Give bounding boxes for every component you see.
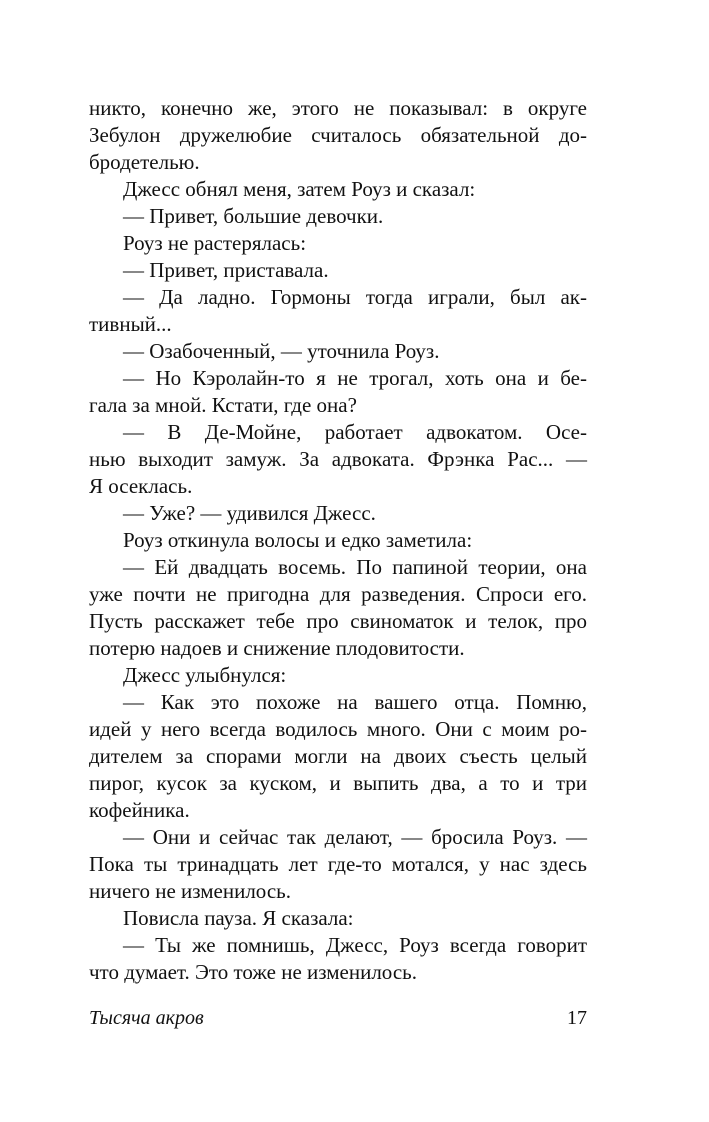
text-line: Я осеклась. — [89, 474, 193, 498]
text-line: нью выходит замуж. За адвоката. Фрэнка Рас... — — [89, 447, 587, 471]
text-line: никто, конечно же, этого не показывал: в округе — [89, 96, 587, 120]
page-number: 17 — [567, 1007, 587, 1029]
text-block — [89, 95, 587, 986]
text-line: Роуз не растерялась: — [123, 231, 307, 255]
text-line: — Да ладно. Гормоны тогда играли, был ак- — [123, 285, 587, 309]
text-line: — Они и сейчас так делают, — бросила Роуз. — — [123, 825, 587, 849]
text-line: ничего не изменилось. — [89, 879, 291, 903]
text-line: Джесс улыбнулся: — [123, 663, 287, 687]
text-line: гала за мной. Кстати, где она? — [89, 393, 357, 417]
text-line: идей у него всегда водилось много. Они с моим ро- — [89, 717, 587, 741]
page-footer — [89, 1007, 587, 1035]
text-line: — Озабоченный, — уточнила Роуз. — [123, 339, 440, 363]
text-line: что думает. Это тоже не изменилось. — [89, 960, 417, 984]
text-line: пирог, кусок за куском, и выпить два, а то и три — [89, 771, 587, 795]
text-line: Роуз откинула волосы и едко заметила: — [123, 528, 473, 552]
text-line: — В Де-Мойне, работает адвокатом. Осе- — [123, 420, 587, 444]
text-line: — Ты же помнишь, Джесс, Роуз всегда говорит — [123, 933, 587, 957]
text-line: — Привет, большие девочки. — [123, 204, 384, 228]
text-line: Джесс обнял меня, затем Роуз и сказал: — [123, 177, 476, 201]
text-line: тивный... — [89, 312, 172, 336]
text-line: дителем за спорами могли на двоих съесть целый — [89, 744, 587, 768]
text-line: потерю надоев и снижение плодовитости. — [89, 636, 465, 660]
text-line: Пусть расскажет тебе про свиноматок и телок, про — [89, 609, 587, 633]
text-line: Пока ты тринадцать лет где-то мотался, у нас здесь — [89, 852, 587, 876]
text-line: — Ей двадцать восемь. По папиной теории, она — [123, 555, 587, 579]
running-title: Тысяча акров — [89, 1007, 204, 1029]
text-line: уже почти не пригодна для разведения. Спроси его. — [89, 582, 587, 606]
page-body — [89, 95, 587, 986]
text-line: — Но Кэролайн-то я не трогал, хоть она и бе- — [123, 366, 587, 390]
text-line: — Уже? — удивился Джесс. — [123, 501, 376, 525]
text-line: кофейника. — [89, 798, 190, 822]
text-line: — Привет, приставала. — [123, 258, 329, 282]
text-line: — Как это похоже на вашего отца. Помню, — [123, 690, 587, 714]
text-line: бродетелью. — [89, 150, 200, 174]
text-line: Повисла пауза. Я сказала: — [123, 906, 354, 930]
text-line: Зебулон дружелюбие считалось обязательной до- — [89, 123, 587, 147]
